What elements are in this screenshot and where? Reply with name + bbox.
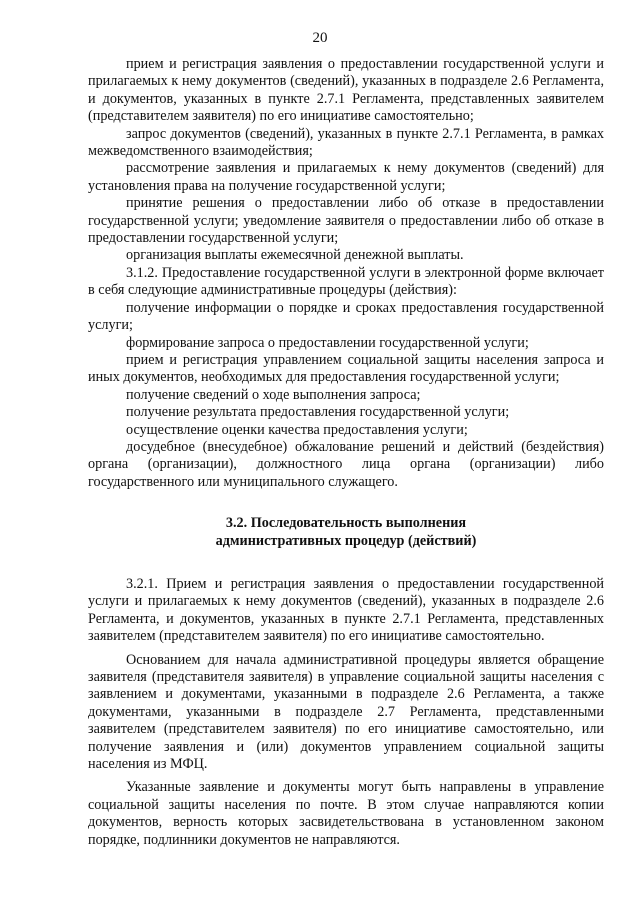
list-item: прием и регистрация заявления о предоставлении государственной услуги и прилагаемых к нему документов (сведений), указанных в подразделе 2.6 Регламента, и документов, указанных в пункте 2.7.1 Регламента, представленных заявителем (представителем заявителя) по его инициативе самостоятельно; [88,56,604,125]
clause-3-1-2: 3.1.2. Предоставление государственной услуги в электронной форме включает в себя следующие административные процедуры (действия): [88,264,604,299]
page-number: 20 [312,30,328,46]
list-item: получение сведений о ходе выполнения запроса; [126,386,421,403]
list-item: формирование запроса о предоставлении государственной услуги; [126,334,529,351]
section-title-line1: 3.2. Последовательность выполнения [225,515,467,532]
list-item: получение информации о порядке и сроках предоставления государственной услуги; [88,299,604,334]
list-item: запрос документов (сведений), указанных в пункте 2.7.1 Регламента, в рамках межведомственного взаимодействия; [88,125,604,160]
list-item: получение результата предоставления государственной услуги; [126,404,510,421]
section-heading [88,515,604,550]
body-paragraph: Основанием для начала административной процедуры является обращение заявителя (представителя заявителя) в управление социальной защиты населения с заявлением и документами, указанными в подразделе 2.6 Регламента, а также документами, указанными в подразделе 2.7 Регламента, представленными заявителем (представителем заявителя) по его инициативе самостоятельно, или получение заявления и (или) документов управлением социальной защиты населения из МФЦ. [88,651,604,773]
list-item: организация выплаты ежемесячной денежной выплаты. [126,247,464,264]
list-item: досудебное (внесудебное) обжалование решений и действий (бездействия) органа (организации), должностного лица органа (организации) либо государственного или муниципального служащего. [88,438,604,490]
section-title-line2: административных процедур (действий) [215,532,477,549]
list-item: рассмотрение заявления и прилагаемых к нему документов (сведений) для установления права на получение государственной услуги; [88,160,604,194]
list-item: прием и регистрация управлением социальной защиты населения запроса и иных документов, необходимых для предоставления государственной услуги; [88,351,604,386]
document-body [88,56,604,849]
body-paragraph: Указанные заявление и документы могут быть направлены в управление социальной защиты населения по почте. В этом случае направляются копии документов, верность которых засвидетельствована в установленном законом порядке, подлинники документов не направляются. [88,779,604,848]
list-item: осуществление оценки качества предоставления услуги; [126,421,468,438]
clause-3-2-1: 3.2.1. Прием и регистрация заявления о предоставлении государственной услуги и прилагаемых к нему документов (сведений), указанных в подразделе 2.6 Регламента, и документов, указанных в пункте 2.7.1 Регламента, представленных заявителем (представителем заявителя) по его инициативе самостоятельно. [88,575,604,645]
list-item: принятие решения о предоставлении либо об отказе в предоставлении государственной услуги; уведомление заявителя о предоставлении либо об отказе в предоставлении государственной услуги; [88,195,604,247]
